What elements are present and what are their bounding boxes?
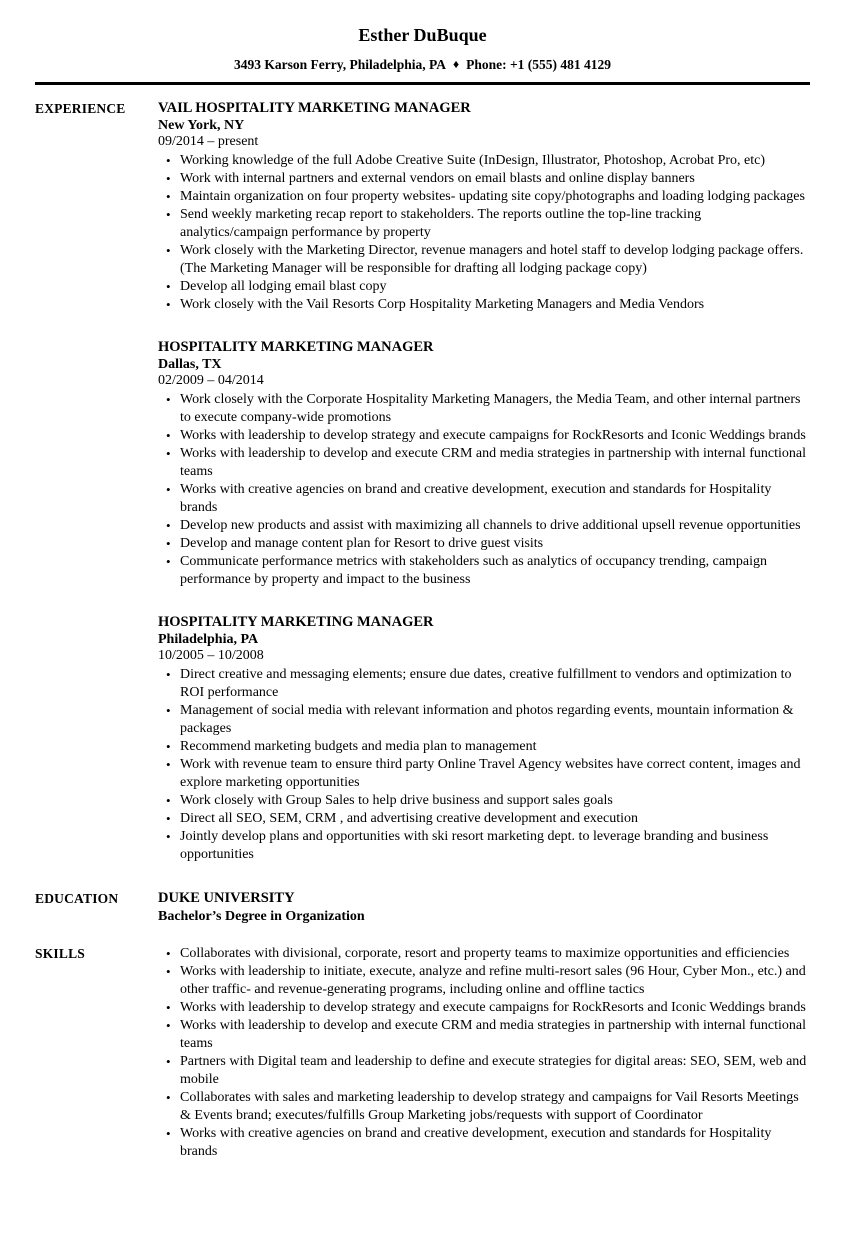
person-name: Esther DuBuque (358, 25, 487, 45)
diamond-separator-icon: ♦ (452, 57, 460, 71)
bullet-item: • Collaborates with divisional, corporate, resort and property teams to maximize opportunities and efficiencies (158, 945, 810, 963)
job-dates: 10/2005 – 10/2008 (158, 648, 264, 663)
job-title: VAIL HOSPITALITY MARKETING MANAGER (158, 100, 471, 116)
bullet-item: • Works with leadership to develop and execute CRM and media strategies in partnership with internal functional teams (158, 1017, 810, 1053)
bullet-item: • Work closely with the Corporate Hospitality Marketing Managers, the Media Team, and other internal partners to execute company-wide promotions (158, 391, 810, 427)
bullet-item: • Collaborates with sales and marketing leadership to develop strategy and campaigns for Vail Resorts Meetings & Events brand; executes/fulfills Group Marketing jobs/requests with support of Coordinator (158, 1089, 810, 1125)
bullet-item: • Partners with Digital team and leadership to define and execute strategies for digital areas: SEO, SEM, web and mobile (158, 1053, 810, 1089)
bullet-item: • Work closely with the Vail Resorts Corp Hospitality Marketing Managers and Media Vendors (158, 296, 810, 314)
bullet-item: • Develop all lodging email blast copy (158, 278, 810, 296)
job-bullet-list (158, 391, 810, 589)
bullet-item: • Maintain organization on four property websites- updating site copy/photographs and loading lodging packages (158, 188, 810, 206)
bullet-item: • Works with creative agencies on brand and creative development, execution and standards for Hospitality brands (158, 1125, 810, 1161)
experience-label: EXPERIENCE (35, 101, 126, 116)
bullet-item: • Develop and manage content plan for Resort to drive guest visits (158, 535, 810, 553)
resume-header (35, 24, 810, 74)
section-education (35, 889, 810, 926)
skills-bullet-list (158, 945, 810, 1161)
bullet-item: • Works with leadership to develop strategy and execute campaigns for RockResorts and Iconic Weddings brands (158, 999, 810, 1017)
job-dates: 09/2014 – present (158, 134, 259, 149)
job-location: Dallas, TX (158, 357, 222, 372)
bullet-item: • Direct creative and messaging elements; ensure due dates, creative fulfillment to vendors and optimization to ROI performance (158, 666, 810, 702)
bullet-item: • Works with leadership to develop and execute CRM and media strategies in partnership with internal functional teams (158, 445, 810, 481)
job-entry (158, 99, 810, 314)
bullet-item: • Jointly develop plans and opportunities with ski resort marketing dept. to leverage branding and business opportunities (158, 828, 810, 864)
bullet-item: • Work closely with the Marketing Director, revenue managers and hotel staff to develop lodging package offers. (The Marketing Manager will be responsible for drafting all lodging package copy) (158, 242, 810, 278)
bullet-item: • Direct all SEO, SEM, CRM , and advertising creative development and execution (158, 810, 810, 828)
bullet-item: • Communicate performance metrics with stakeholders such as analytics of occupancy trending, campaign performance by property and impact to the business (158, 553, 810, 589)
degree-name: Bachelor’s Degree in Organization (158, 909, 365, 924)
job-title: HOSPITALITY MARKETING MANAGER (158, 339, 434, 355)
bullet-item: • Send weekly marketing recap report to stakeholders. The reports outline the top-line tracking analytics/campaign performance by property (158, 206, 810, 242)
bullet-item: • Working knowledge of the full Adobe Creative Suite (InDesign, Illustrator, Photoshop, Acrobat Pro, etc) (158, 152, 810, 170)
school-name: DUKE UNIVERSITY (158, 890, 295, 906)
job-entry (158, 613, 810, 864)
header-divider (35, 82, 810, 85)
bullet-item: • Works with leadership to initiate, execute, analyze and refine multi-resort sales (96 Hour, Cyber Mon., etc.) and other traffic- and revenue-generating programs, including online and offline tactics (158, 963, 810, 999)
contact-line (35, 56, 810, 74)
job-location: Philadelphia, PA (158, 632, 259, 647)
job-bullet-list (158, 152, 810, 314)
section-skills (35, 945, 810, 1161)
skills-content (158, 945, 810, 1161)
skills-label: SKILLS (35, 946, 85, 961)
contact-phone: Phone: +1 (555) 481 4129 (466, 57, 612, 72)
experience-content (158, 99, 810, 864)
education-label: EDUCATION (35, 891, 119, 906)
job-location: New York, NY (158, 118, 245, 133)
job-dates: 02/2009 – 04/2014 (158, 373, 264, 388)
bullet-item: • Develop new products and assist with maximizing all channels to drive additional upsell revenue opportunities (158, 517, 810, 535)
job-entry (158, 338, 810, 589)
job-title: HOSPITALITY MARKETING MANAGER (158, 614, 434, 630)
job-bullet-list (158, 666, 810, 864)
bullet-item: • Works with leadership to develop strategy and execute campaigns for RockResorts and Iconic Weddings brands (158, 427, 810, 445)
contact-address: 3493 Karson Ferry, Philadelphia, PA (233, 57, 446, 72)
bullet-item: • Management of social media with relevant information and photos regarding events, mountain information & packages (158, 702, 810, 738)
bullet-item: • Work with internal partners and external vendors on email blasts and online display banners (158, 170, 810, 188)
bullet-item: • Work with revenue team to ensure third party Online Travel Agency websites have correct content, images and explore marketing opportunities (158, 756, 810, 792)
education-content (158, 889, 810, 926)
bullet-item: • Works with creative agencies on brand and creative development, execution and standards for Hospitality brands (158, 481, 810, 517)
section-experience (35, 99, 810, 864)
bullet-item: • Work closely with Group Sales to help drive business and support sales goals (158, 792, 810, 810)
bullet-item: • Recommend marketing budgets and media plan to management (158, 738, 810, 756)
